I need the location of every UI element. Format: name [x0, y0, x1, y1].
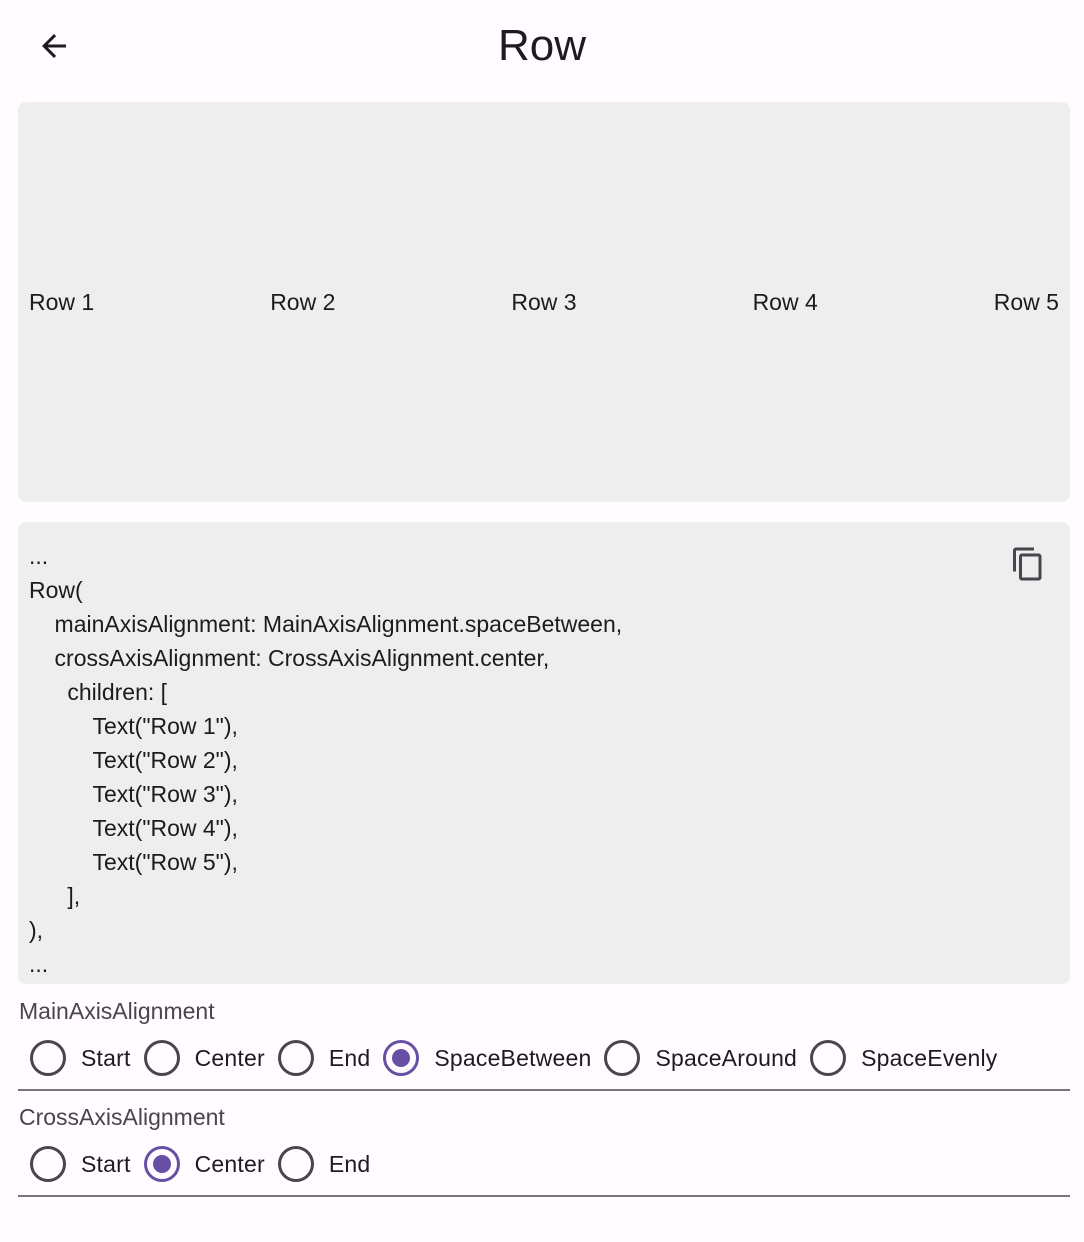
radio-button[interactable]: [278, 1146, 314, 1182]
radio-label: SpaceAround: [655, 1044, 798, 1071]
main-axis-divider: [18, 1089, 1070, 1091]
page-title: Row: [497, 21, 587, 70]
code-line: ...: [29, 543, 49, 569]
radio-label: Start: [81, 1150, 131, 1177]
code-lines: [29, 539, 622, 981]
radio-button[interactable]: [810, 1040, 846, 1076]
code-snippet: [18, 522, 1070, 984]
row-preview: [18, 102, 1070, 502]
copy-icon: [1010, 546, 1046, 582]
code-line: ),: [29, 917, 44, 943]
cross-axis-option-start[interactable]: [30, 1146, 131, 1182]
radio-button-selected[interactable]: [144, 1146, 180, 1182]
code-line: Text("Row 1"),: [29, 713, 238, 739]
main-axis-option-spacebetween[interactable]: [383, 1040, 591, 1076]
code-line: ],: [29, 883, 81, 909]
main-axis-option-end[interactable]: [278, 1040, 371, 1076]
radio-button[interactable]: [278, 1040, 314, 1076]
code-line: crossAxisAlignment: CrossAxisAlignment.center,: [29, 645, 550, 671]
preview-item-5: Row 5: [993, 288, 1059, 315]
main-axis-option-center[interactable]: [144, 1040, 265, 1076]
app-bar: [0, 0, 1084, 92]
preview-item-3: Row 3: [511, 288, 577, 315]
cross-axis-option-end[interactable]: [278, 1146, 371, 1182]
code-line: Text("Row 5"),: [29, 849, 238, 875]
code-line: ...: [29, 951, 49, 977]
code-line: Text("Row 4"),: [29, 815, 238, 841]
radio-label: Center: [194, 1150, 265, 1177]
code-line: Row(: [29, 577, 83, 603]
radio-label: SpaceBetween: [434, 1044, 592, 1071]
radio-label: Start: [81, 1044, 131, 1071]
radio-button-selected[interactable]: [383, 1040, 419, 1076]
copy-button[interactable]: [1006, 542, 1050, 586]
main-axis-option-spacearound[interactable]: [604, 1040, 797, 1076]
code-line: children: [: [29, 679, 168, 705]
back-button[interactable]: [26, 18, 82, 74]
arrow-back-icon: [36, 28, 72, 64]
main-axis-label: MainAxisAlignment: [19, 998, 215, 1024]
radio-button[interactable]: [30, 1040, 66, 1076]
radio-label: End: [328, 1150, 371, 1177]
preview-item-2: Row 2: [270, 288, 336, 315]
cross-axis-option-center[interactable]: [144, 1146, 265, 1182]
main-axis-option-start[interactable]: [30, 1040, 131, 1076]
cross-axis-label: CrossAxisAlignment: [19, 1104, 225, 1130]
code-line: mainAxisAlignment: MainAxisAlignment.spaceBetween,: [29, 611, 623, 637]
main-axis-option-spaceevenly[interactable]: [810, 1040, 997, 1076]
radio-button[interactable]: [604, 1040, 640, 1076]
preview-item-4: Row 4: [752, 288, 818, 315]
radio-label: Center: [194, 1044, 265, 1071]
code-line: Text("Row 2"),: [29, 747, 238, 773]
cross-axis-radio-group: [30, 1142, 383, 1186]
radio-button[interactable]: [30, 1146, 66, 1182]
cross-axis-divider: [18, 1195, 1070, 1197]
code-line: Text("Row 3"),: [29, 781, 238, 807]
radio-label: End: [328, 1044, 371, 1071]
radio-label: SpaceEvenly: [861, 1044, 998, 1071]
radio-button[interactable]: [144, 1040, 180, 1076]
main-axis-radio-group: [30, 1036, 1011, 1080]
preview-item-1: Row 1: [29, 288, 95, 315]
